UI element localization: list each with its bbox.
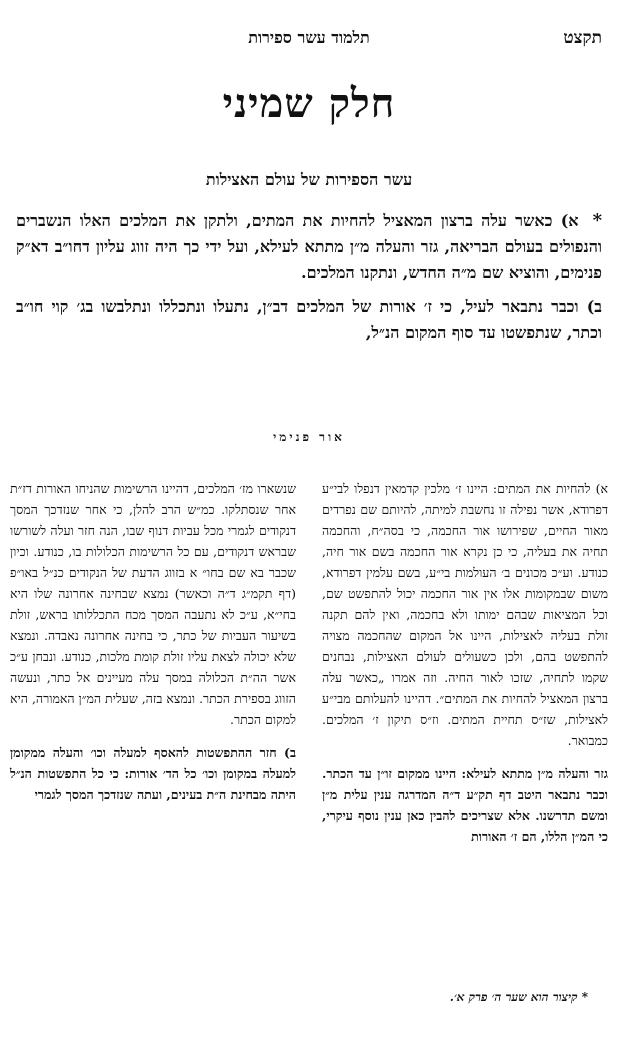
commentary-left-column [10,478,296,805]
footnote: * קיצור הוא שער ה׳ פרק א׳. [449,990,588,1004]
section-title: עשר הספירות של עולם האצילות [205,170,413,189]
chapter-title: חלק שמיני [222,80,396,127]
footnote-marker: * [592,210,602,231]
left-column-paragraph: ב) חזר ההתפשטות להאסף למעלה וכו׳ והעלה ממקומן למעלה במקומן וכו׳ כל הד׳ אורות: כי כל התפשטות הנ״ל היתה מבחינת ה״ת בעינים, ועתה שנזדכך המסך לגמרי [10,745,296,802]
main-paragraph-a [16,208,602,286]
main-text [16,208,602,354]
paragraph-a-text: א) כאשר עלה ברצון המאציל להחיות את המתים, ולתקן את המלכים האלו הנשברים והנפולים בעולם הבריאה, גזר והעלה מ״ן מתתא לעילא, ועל ידי כך היה זווג עליון דחו״ב דא״ק פנימים, והוציא שם מ״ה החדש, ונתקנו המלכים. [16,211,602,282]
commentary-title: אור פנימי [273,430,345,444]
right-column-paragraph: גזר והעלה מ״ן מתתא לעילא: היינו ממקום זו״ן עד הכתר. וכבר נתבאר היטב דף תק״ע ד״ה המדרגה ענין עלית מ״ן ומשם תדרשנו. אלא שצריכים להבין כאן ענין נוסף עיקרי, כי המ״ן הללו, הם ז׳ האורות [322,766,608,844]
left-column-paragraph: שנשארו מז׳ המלכים, דהיינו הרשימות שהניחו האורות דז״ת אחר שנסתלקו. כמ״ש הרב להלן, כי אחר שנזדכך המסך דנקודים לגמרי מכל עביות דנוף שבו, הנה חזר ועלה לשורשו שבראש דנקודים, עם כל הרשימות הכלולות בו, כנודע. וכיון שכבר בא שם בחו״ א בזווג הדעת של הנקודים כנ״ל באו״פ (דף תקמ״ג ד״ה וכאשר) נמצא שבחינה אחרונה שלו היא בחי״א, ע״כ לא נתעבה המסך מכח התכללותו בראש, זולת בשיעור העביות של כתר, כי בחינה אחרונה נאבדה. ונמצא שלא יכולה לצאת עליו זולת קומת מלכות, כנודע. ונבחן ע״כ אשר הה״ת הכלולה במסך עלה מעיינים אל כתר, ונעשה הזווג בספירת הכתר. ונמצא בזה, שעלית המ״ן האמורה, היא למקום הכתר. [10,481,296,727]
right-column-paragraph: א) להחיות את המתים: היינו ז׳ מלכין קדמאין דנפלו לבי״ע דפרודא, אשר נפילה זו נחשבת למיתה, להיותם שם נפרדים מאור החיים, שפירושו אור החכמה, כי בסה״ח, והחכמה תחיה את בעליה, כי כן נקרא אור החכמה בשם אור חיה, כנודע. וע״כ מכונים ב׳ העולמות בי״ע, בשם עלמין דפרודא, משום שבמקומות אלו אין אור החכמה יכול להתפשט שם, וכל המציאות שבהם ימותו ולא בחכמה, ואין להם תקנה זולת בעליה לאצילות, היינו אל המקום שהחכמה מצויה להתפשט בהם, ולכן כשעולים לעולם האצילות, נבחנים שקמו לתחיה, שזכו לאור החיה. וזה אמרו „כאשר עלה ברצון המאציל להחיות את המתים״. דהיינו להעלותם מבי״ע לאצילות, שז״ס תחיית המתים. וז״ס תיקון ז׳ המלכים. כמבואר. [322,481,608,748]
page-number: תקצט [563,28,602,48]
main-paragraph-b: ב) וכבר נתבאר לעיל, כי ז׳ אורות של המלכים דב״ן, נתעלו ונתכללו ונתלבשו בג׳ קוי חו״ב וכתר, שנתפשטו עד סוף המקום הנ״ל, [16,297,603,342]
commentary-columns [10,478,608,1008]
page-header [10,10,608,50]
running-title: תלמוד עשר ספירות [248,28,370,47]
commentary-right-column [322,478,608,847]
